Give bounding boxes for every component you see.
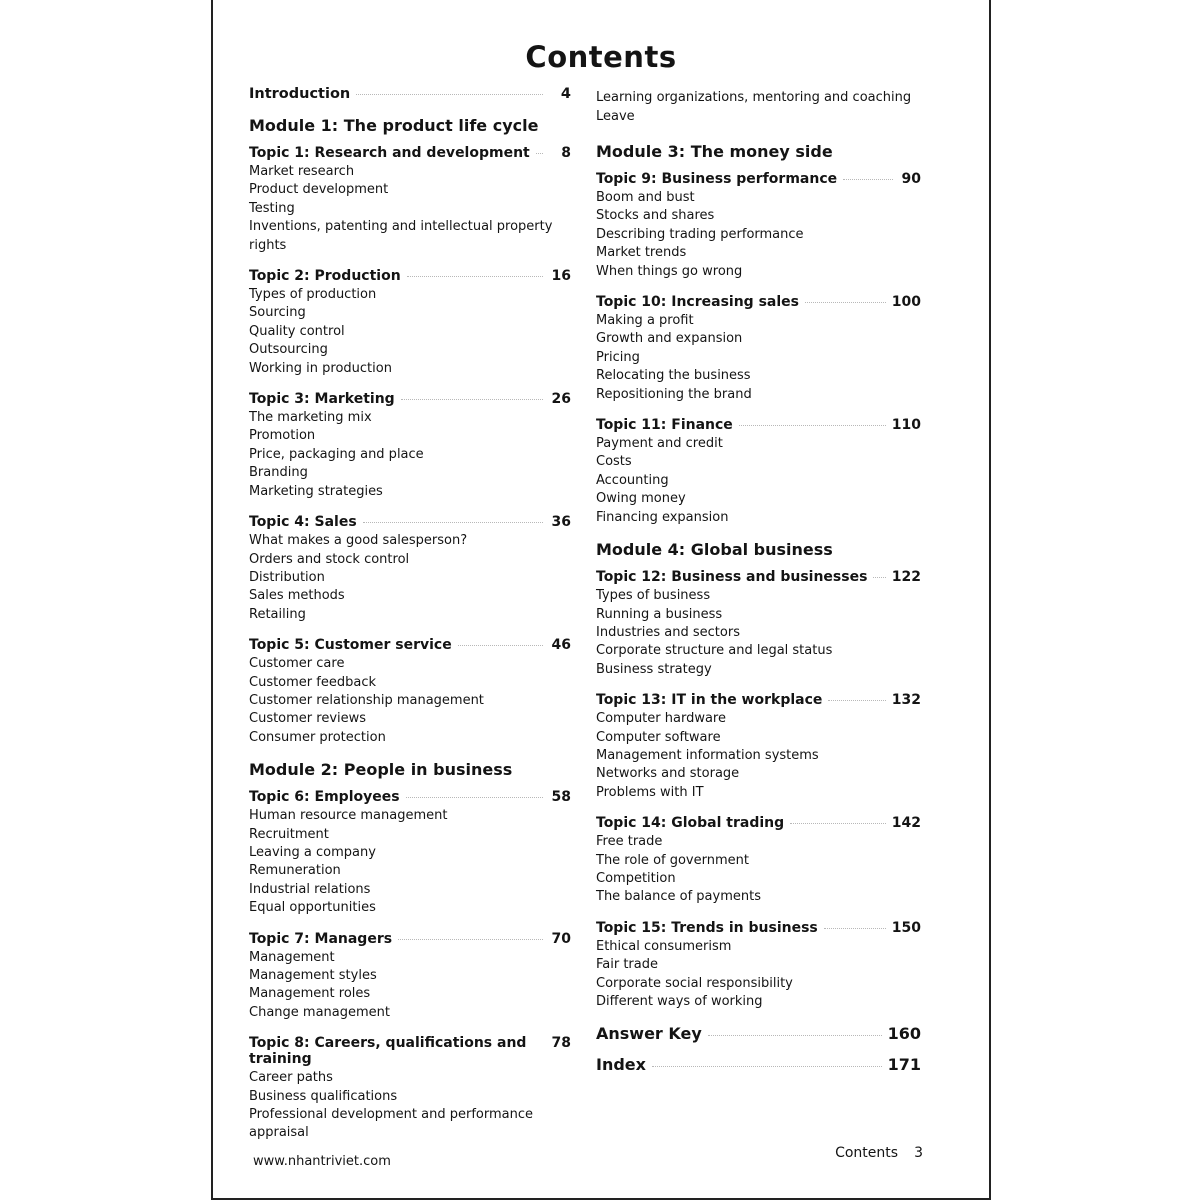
- topic-title: Topic 5: Customer service: [249, 637, 452, 654]
- topic-heading[interactable]: [596, 920, 921, 936]
- dot-leader: [873, 577, 885, 578]
- topic-title: Topic 7: Managers: [249, 930, 393, 947]
- subtopic: Working in production: [249, 360, 392, 376]
- dot-leader: [739, 425, 886, 426]
- subtopic-list: [596, 189, 921, 281]
- subtopic: Free trade: [596, 834, 663, 850]
- page-number: 150: [891, 919, 921, 936]
- subtopic: Leaving a company: [249, 844, 376, 860]
- subtopic: Promotion: [249, 428, 316, 444]
- dot-leader: [824, 928, 886, 929]
- topic-title: Topic 1: Research and development: [249, 145, 530, 161]
- entry-label: Index: [596, 1055, 646, 1075]
- dot-leader: [398, 939, 543, 940]
- subtopic: The balance of payments: [596, 889, 761, 905]
- subtopic: Sourcing: [249, 305, 306, 321]
- topic-heading[interactable]: [249, 514, 571, 530]
- page-number: 110: [891, 417, 921, 434]
- subtopic: Repositioning the brand: [596, 386, 752, 402]
- dot-leader: [708, 1035, 882, 1036]
- subtopic: Learning organizations, mentoring and coaching: [596, 90, 912, 105]
- subtopic: Recruitment: [249, 826, 329, 842]
- dot-leader: [356, 94, 543, 95]
- page-number: 122: [891, 569, 921, 586]
- entry-label: Introduction: [249, 86, 351, 102]
- subtopic-list: [596, 435, 921, 527]
- subtopic: Costs: [596, 454, 632, 470]
- page-number: 46: [551, 637, 571, 654]
- subtopic: Professional development and performance: [249, 1107, 533, 1123]
- subtopic-list: [249, 409, 571, 501]
- subtopic: Describing trading performance: [596, 226, 804, 242]
- subtopic-list: [596, 710, 921, 802]
- toc-entry-index[interactable]: [596, 1055, 921, 1074]
- subtopic: Growth and expansion: [596, 331, 743, 347]
- dot-leader: [363, 522, 543, 523]
- subtopic: Corporate structure and legal status: [596, 643, 833, 659]
- subtopic: Competition: [596, 870, 676, 886]
- subtopic: Business strategy: [596, 661, 712, 677]
- page-number: 36: [551, 514, 571, 531]
- toc-entry-introduction[interactable]: [249, 86, 571, 102]
- subtopic: Human resource management: [249, 808, 448, 824]
- footer-page-number: 3: [914, 1145, 923, 1161]
- subtopic: Computer software: [596, 729, 721, 745]
- subtopic-list: [249, 532, 571, 624]
- subtopic: Financing expansion: [596, 509, 729, 525]
- dot-leader: [407, 276, 543, 277]
- subtopic: Remuneration: [249, 863, 341, 879]
- topic-title: Topic 6: Employees: [249, 789, 400, 806]
- subtopic: Payment and credit: [596, 436, 723, 452]
- dot-leader: [406, 797, 543, 798]
- subtopic-list: [249, 655, 571, 747]
- subtopic: Inventions, patenting and intellectual property rights: [249, 219, 553, 253]
- subtopic: Corporate social responsibility: [596, 975, 793, 991]
- topic-10: [596, 294, 921, 404]
- right-column: [596, 86, 921, 1086]
- subtopic: Consumer protection: [249, 729, 386, 745]
- dot-leader: [828, 700, 885, 701]
- topic-title: Topic 4: Sales: [249, 514, 357, 531]
- topic-title: Topic 11: Finance: [596, 417, 733, 434]
- subtopic: The marketing mix: [249, 410, 372, 426]
- topic-title: Topic 3: Marketing: [249, 391, 395, 408]
- topic-heading[interactable]: [249, 268, 571, 284]
- topic-heading[interactable]: [249, 391, 571, 407]
- topic-heading[interactable]: [249, 637, 571, 653]
- dot-leader: [401, 399, 543, 400]
- subtopic: Fair trade: [596, 957, 658, 973]
- subtopic-list: [596, 312, 921, 404]
- dot-leader: [790, 823, 886, 824]
- page-title: Contents: [525, 40, 677, 74]
- subtopic: Testing: [249, 200, 295, 216]
- topic-heading[interactable]: [249, 789, 571, 805]
- topic-title: Topic 15: Trends in business: [596, 919, 818, 936]
- page-number: 171: [887, 1055, 921, 1075]
- subtopic-list: [249, 949, 571, 1023]
- topic-heading[interactable]: [596, 417, 921, 433]
- topic-title: Topic 14: Global trading: [596, 815, 785, 832]
- dot-leader: [458, 645, 543, 646]
- subtopic: Quality control: [249, 323, 345, 339]
- page-number: 4: [560, 86, 571, 102]
- dot-leader: [652, 1066, 882, 1067]
- subtopic: Customer relationship management: [249, 692, 484, 708]
- topic-title: Topic 12: Business and businesses: [596, 569, 868, 586]
- dot-leader: [843, 179, 893, 180]
- running-footer: [835, 1145, 923, 1161]
- topic-heading[interactable]: [596, 815, 921, 831]
- subtopic: Making a profit: [596, 313, 694, 329]
- subtopic: Equal opportunities: [249, 900, 376, 916]
- subtopic: Types of business: [596, 588, 711, 604]
- topic-3: [249, 391, 571, 501]
- topic-9: [596, 171, 921, 281]
- page-number: 8: [561, 145, 571, 161]
- subtopic: Owing money: [596, 491, 686, 507]
- topic-7: [249, 931, 571, 1023]
- topic-1: [249, 145, 571, 255]
- subtopic: Sales methods: [249, 588, 345, 604]
- topic-heading[interactable]: [249, 1035, 571, 1067]
- subtopic: Networks and storage: [596, 766, 740, 782]
- subtopic: Customer feedback: [249, 674, 376, 690]
- subtopic-list: [596, 833, 921, 907]
- subtopic: Market trends: [596, 245, 687, 261]
- subtopic: Stocks and shares: [596, 208, 715, 224]
- module-heading: Module 3: The money side: [596, 142, 833, 161]
- topic-title: Topic 2: Production: [249, 268, 401, 285]
- topic-11: [596, 417, 921, 527]
- subtopic: Ethical consumerism: [596, 938, 732, 954]
- page-number: 70: [551, 930, 571, 947]
- topic-heading[interactable]: [596, 171, 921, 187]
- subtopic-list: [249, 286, 571, 378]
- subtopic: Price, packaging and place: [249, 446, 424, 462]
- page-number: 90: [901, 171, 921, 187]
- subtopic: Market research: [249, 164, 355, 179]
- topic-heading[interactable]: [249, 931, 571, 947]
- page-number: 16: [551, 268, 571, 285]
- topic-title: Topic 13: IT in the workplace: [596, 692, 823, 709]
- subtopic: Career paths: [249, 1070, 333, 1086]
- topic-heading[interactable]: [596, 294, 921, 310]
- subtopic: Boom and bust: [596, 190, 695, 205]
- module-heading: Module 2: People in business: [249, 760, 513, 780]
- subtopic: Industrial relations: [249, 881, 371, 897]
- subtopic-list: [249, 807, 571, 917]
- dot-leader: [536, 153, 543, 154]
- topic-title: Topic 9: Business performance: [596, 171, 838, 187]
- subtopic: Change management: [249, 1004, 390, 1020]
- subtopic: Product development: [249, 182, 389, 198]
- subtopic: Industries and sectors: [596, 624, 740, 640]
- entry-label: Answer Key: [596, 1024, 702, 1044]
- subtopic: Management styles: [249, 968, 377, 983]
- subtopic: Types of production: [249, 287, 377, 303]
- module-heading: Module 4: Global business: [596, 540, 833, 560]
- topic-heading[interactable]: [596, 692, 921, 708]
- footer-section-label: Contents: [835, 1145, 899, 1161]
- subtopic: Orders and stock control: [249, 551, 410, 567]
- topic-8: [249, 1035, 571, 1143]
- subtopic: The role of government: [596, 852, 749, 868]
- subtopic: What makes a good salesperson?: [249, 533, 468, 549]
- dot-leader: [805, 302, 886, 303]
- subtopic: appraisal: [249, 1125, 309, 1141]
- page-number: 142: [891, 815, 921, 832]
- topic-6: [249, 789, 571, 917]
- book-page: [211, 0, 991, 1200]
- subtopic: When things go wrong: [596, 263, 743, 279]
- continued-subtopic-list: [596, 88, 921, 126]
- topic-title: Topic 8: Careers, qualifications and training: [249, 1035, 527, 1068]
- module-heading: Module 1: The product life cycle: [249, 116, 539, 135]
- subtopic: Branding: [249, 465, 308, 481]
- page-number: 26: [551, 391, 571, 408]
- subtopic: Customer care: [249, 656, 345, 672]
- topic-heading[interactable]: [596, 569, 921, 585]
- page-number: 100: [891, 294, 921, 311]
- topic-14: [596, 815, 921, 907]
- subtopic: Problems with IT: [596, 784, 704, 800]
- subtopic: Customer reviews: [249, 711, 367, 727]
- subtopic: Running a business: [596, 606, 723, 622]
- subtopic-list: [596, 938, 921, 1012]
- publisher-url: www.nhantriviet.com: [253, 1154, 391, 1169]
- topic-2: [249, 268, 571, 378]
- topic-heading[interactable]: [249, 145, 571, 161]
- left-column: [249, 86, 571, 1156]
- subtopic: Computer hardware: [596, 711, 726, 727]
- topic-12: [596, 569, 921, 679]
- page-number: 160: [887, 1024, 921, 1044]
- subtopic-list: [249, 163, 571, 255]
- topic-4: [249, 514, 571, 624]
- subtopic: Business qualifications: [249, 1088, 398, 1104]
- subtopic-list: [596, 587, 921, 679]
- toc-entry-answer-key[interactable]: [596, 1024, 921, 1043]
- subtopic: Management roles: [249, 986, 371, 1002]
- subtopic: Management information systems: [596, 747, 819, 763]
- topic-title: Topic 10: Increasing sales: [596, 294, 799, 311]
- subtopic: Different ways of working: [596, 994, 763, 1009]
- subtopic: Outsourcing: [249, 342, 328, 358]
- subtopic: Marketing strategies: [249, 483, 383, 499]
- subtopic: Accounting: [596, 472, 669, 488]
- subtopic: Management: [249, 949, 335, 965]
- page-number: 58: [551, 789, 571, 806]
- subtopic-list: [249, 1069, 571, 1143]
- subtopic: Pricing: [596, 349, 640, 365]
- page-number: 78: [551, 1035, 571, 1052]
- topic-15: [596, 920, 921, 1012]
- subtopic: Leave: [596, 109, 635, 124]
- page-number: 132: [891, 692, 921, 709]
- subtopic: Retailing: [249, 606, 306, 622]
- topic-5: [249, 637, 571, 747]
- subtopic: Distribution: [249, 569, 325, 585]
- topic-13: [596, 692, 921, 802]
- subtopic: Relocating the business: [596, 368, 751, 384]
